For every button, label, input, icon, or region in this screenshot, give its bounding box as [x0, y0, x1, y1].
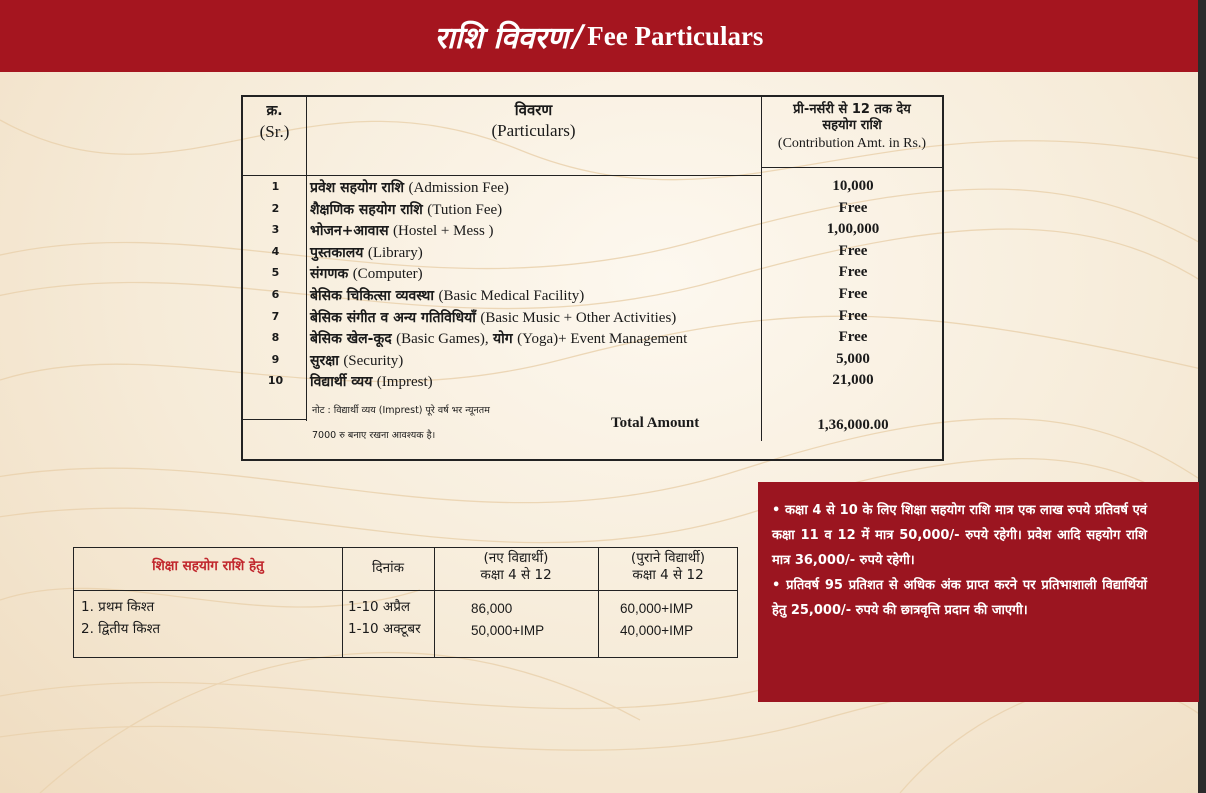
note-item: • प्रतिवर्ष 95 प्रतिशत से अधिक अंक प्राप्त करने पर प्रतिभाशाली विद्यार्थियों हेतु 25,000/- रुपये की छात्रवृत्ति प्रदान की जाएगी।: [772, 578, 1147, 618]
right-edge-strip: [1198, 0, 1206, 793]
table-row: 2 शैक्षणिक सहयोग राशि (Tution Fee) Free: [271, 199, 868, 218]
table-row: 8 बेसिक खेल-कूद (Basic Games), योग (Yoga)+ Event Management Free: [271, 329, 868, 348]
impress-note-line1: नोट : विद्यार्थी व्यय (Imprest) पूरे वर्ष भर न्यूनतम: [312, 405, 490, 416]
page-header: [0, 0, 1198, 72]
installment-row-old: 40,000+IMP: [620, 623, 694, 638]
table-row: 5 संगणक (Computer) Free: [271, 264, 868, 283]
fee-table: [241, 95, 944, 461]
installment-row-new: 50,000+IMP: [471, 623, 545, 638]
installment-header-old: (पुराने विद्यार्थी) कक्षा 4 से 12: [630, 550, 706, 583]
title-separator: /: [572, 18, 584, 54]
title-hindi: राशि विवरण: [434, 20, 569, 56]
installment-row-label: 1. प्रथम किश्त: [81, 599, 155, 615]
table-row: 10 विद्यार्थी व्यय (Imprest) 21,000: [267, 372, 874, 391]
table-row: 4 पुस्तकालय (Library) Free: [271, 242, 868, 261]
installment-header-new: (नए विद्यार्थी) कक्षा 4 से 12: [480, 550, 552, 583]
table-row: 9 सुरक्षा (Security) 5,000: [271, 350, 870, 369]
total-amount-value: 1,36,000.00: [817, 417, 889, 433]
total-amount-label: Total Amount: [611, 415, 700, 431]
installment-header-date: दिनांक: [371, 560, 405, 576]
amount-header: प्री-नर्सरी से 12 तक देय सहयोग राशि (Contribution Amt. in Rs.): [777, 102, 927, 151]
installment-row-new: 86,000: [471, 601, 513, 616]
installment-header-purpose: शिक्षा सहयोग राशि हेतु: [152, 558, 264, 574]
title-english: Fee Particulars: [587, 20, 764, 51]
installment-row-date: 1-10 अक्टूबर: [348, 621, 421, 637]
installment-row-old: 60,000+IMP: [620, 601, 694, 616]
notes-box: [758, 482, 1199, 702]
table-row: 3 भोजन+आवास (Hostel + Mess ) 1,00,000: [271, 221, 880, 240]
installment-row-date: 1-10 अप्रैल: [348, 599, 411, 615]
installment-row-label: 2. द्वितीय किश्त: [81, 621, 161, 637]
table-row: 6 बेसिक चिकित्सा व्यवस्था (Basic Medical Facility) Free: [271, 286, 868, 304]
installment-table: [73, 547, 738, 658]
impress-note-line2: 7000 रु बनाए रखना आवश्यक है।: [312, 430, 436, 441]
table-row: 7 बेसिक संगीत व अन्य गतिविधियाँ (Basic Music + Other Activities) Free: [271, 307, 868, 326]
note-item: • कक्षा 4 से 10 के लिए शिक्षा सहयोग राशि मात्र एक लाख रुपये प्रतिवर्ष एवं कक्षा 11 व 12 में मात्र 50,000/- रुपये रहेगी। प्रवेश आदि सहयोग राशि मात्र 36,000/- रुपये रहेगी।: [772, 503, 1147, 568]
particulars-header: विवरण (Particulars): [491, 101, 576, 140]
sr-header: क्र. (Sr.): [259, 103, 290, 141]
table-row: 1 प्रवेश सहयोग राशि (Admission Fee) 10,000: [271, 178, 874, 196]
